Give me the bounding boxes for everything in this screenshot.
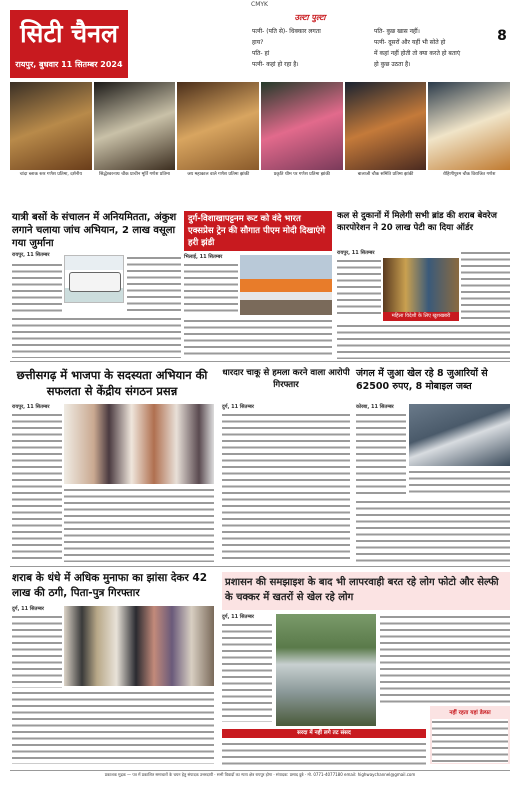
issue-date: रायपुर, बुधवार 11 सितम्बर 2024 (15, 60, 123, 69)
photo-caption: बालाजी चौक समिति प्रतिमा झांकी (357, 172, 414, 177)
dateline: भिलाई, 11 सितम्बर (184, 254, 223, 260)
ganesh-photo (10, 82, 92, 177)
headline-knife-attack: धारदार चाकू से हमला करने वाला आरोपी गिरफ्तार (222, 368, 350, 390)
dateline: दुर्ग, 11 सितम्बर (12, 606, 44, 612)
dateline: दुर्ग, 11 सितम्बर (222, 404, 254, 410)
article-text (12, 690, 214, 764)
box-text (432, 719, 508, 763)
dateline: रायपुर, 11 सितम्बर (12, 252, 50, 258)
police-arrest-photo (64, 606, 214, 686)
headline-vande-bharat: दुर्ग-विशाखापट्टनम रूट को वंदे भारत एक्सप्रेस ट्रेन की सौगात पीएम मोदी दिखाएंगे हरी झंडी (184, 211, 332, 251)
humor-corner (130, 12, 488, 78)
bus-photo (64, 255, 124, 303)
masthead (10, 10, 128, 78)
article-text (356, 412, 406, 496)
ganesh-photo-strip (10, 82, 510, 180)
humor-heading: उल्टा पुल्टा (294, 13, 326, 22)
ganesh-photo (345, 82, 427, 177)
dateline: रायपुर, 11 सितम्बर (12, 404, 50, 410)
headline-selfie-danger: प्रशासन की समझाइश के बाद भी लापरवाही बरत रहे लोग फोटो और सेल्फी के चक्कर में खतरों से खेल रहे लोग (222, 572, 510, 610)
photo-caption: चांदा ब्लाक स्तर गणेश प्रतिमा, दर्शनीय (19, 172, 82, 177)
humor-line: पत्नी- कहां हो रहा है। (252, 61, 299, 68)
waterfall-photo (276, 614, 376, 726)
article-text (184, 318, 332, 358)
ganesh-photo (94, 82, 176, 177)
headline-bus-fine: यात्री बसों के संचालन में अनियमितता, अंकुश लगाने चलाया जांच अभियान, 2 लाख वसूला गया जुर्माना (12, 212, 177, 249)
divider (10, 566, 510, 567)
article-text (380, 614, 510, 704)
article-text (337, 258, 381, 318)
headline-liquor-order: कल से दुकानों में मिलेगी सभी ब्रांड की शराब बेवरेज कारपोरेशन ने 20 लाख पेटी का दिया ऑर्डर (337, 211, 497, 233)
humor-line: पत्नी- दूसरों और यहीं भी सोते हो (374, 39, 446, 46)
article-text (356, 499, 510, 562)
dateline: दुर्ग, 11 सितम्बर (222, 614, 254, 620)
article-text (184, 262, 238, 314)
train-photo (240, 255, 332, 315)
photo-caption: प्रकृति थीम पर गणेश प्रतिमा झांकी (273, 172, 330, 177)
box-title: नहीं रहता यहां डेल्फ़ा (449, 710, 491, 716)
subheading: सरदा में नहीं लगे तट संसद (222, 729, 426, 738)
ganesh-photo (428, 82, 510, 177)
humor-line: में कहां नहीं होती तो क्या करते हो बताएं (374, 50, 461, 57)
ganesh-photo (261, 82, 343, 177)
dateline: कोरबा, 11 सितम्बर (356, 404, 394, 410)
seized-items-photo (409, 404, 510, 466)
headline-gambling-raid: जंगल में जुआ खेल रहे 8 जुआरियों से 62500 रुपए, 8 मोबाइल जब्त (356, 368, 488, 392)
imprint-footer: प्रकाशक मुद्रक — पत्र में प्रकाशित समाचारों के चयन हेतु संपादक उत्तरदायी · सभी विवादों का न्याय क्षेत्र रायपुर होगा · संपादक: प्रसाद दुबे · मो. 0771-4077180 email: highwaychannel@gmail.com (10, 770, 510, 784)
divider (10, 361, 510, 362)
humor-line: पति- हां (252, 50, 270, 57)
page-number: 8 (497, 28, 507, 44)
article-text (12, 262, 62, 314)
article-text (12, 316, 181, 358)
humor-line: हो कुछ उठता है। (374, 61, 411, 68)
headline-liquor-fraud: शराब के धंधे में अधिक मुनाफा का झांसा देकर 42 लाख की ठगी, पिता-पुत्र गिरफ्तार (12, 572, 208, 599)
ganesh-photo (177, 82, 259, 177)
article-text (64, 487, 214, 562)
article-text (461, 250, 510, 320)
photo-caption: महिला विदेशी के लिए खुशखबरी (383, 312, 459, 321)
bjp-meeting-photo (64, 404, 214, 484)
humor-line: पति- कुछ खास नहीं। (374, 28, 420, 35)
photo-caption: जय महाकाल वाले गणेश प्रतिमा झांकी (187, 172, 250, 177)
article-text (222, 741, 426, 765)
liquor-shop-photo (383, 258, 459, 318)
article-text (222, 622, 272, 722)
sidebar-box (430, 706, 510, 764)
headline-bjp-membership: छत्तीसगढ़ में भाजपा के सदस्यता अभियान की सफलता से केंद्रीय संगठन प्रसन्न (16, 368, 208, 398)
photo-caption: सिद्धेश्वरनाथ चौक प्राचीन मूर्ति गणेश प्रतिमा (99, 172, 170, 177)
article-text (127, 255, 181, 313)
humor-line: हाय? (252, 39, 264, 46)
humor-left-column (252, 26, 370, 70)
humor-line: पत्नी- (पति से)- धिक्कार लगता (252, 28, 321, 35)
article-text (12, 614, 62, 688)
article-text (337, 323, 510, 359)
cmyk-marker: CMYK (251, 1, 268, 8)
dateline: रायपुर, 11 सितम्बर (337, 250, 375, 256)
article-text (222, 412, 350, 562)
humor-right-column (374, 26, 488, 70)
photo-caption: रोहिणीपुरम चौक विराजित गणेश (442, 172, 496, 177)
article-text (12, 412, 62, 562)
newspaper-title: सिटी चैनल (20, 19, 118, 48)
article-text (409, 469, 510, 496)
